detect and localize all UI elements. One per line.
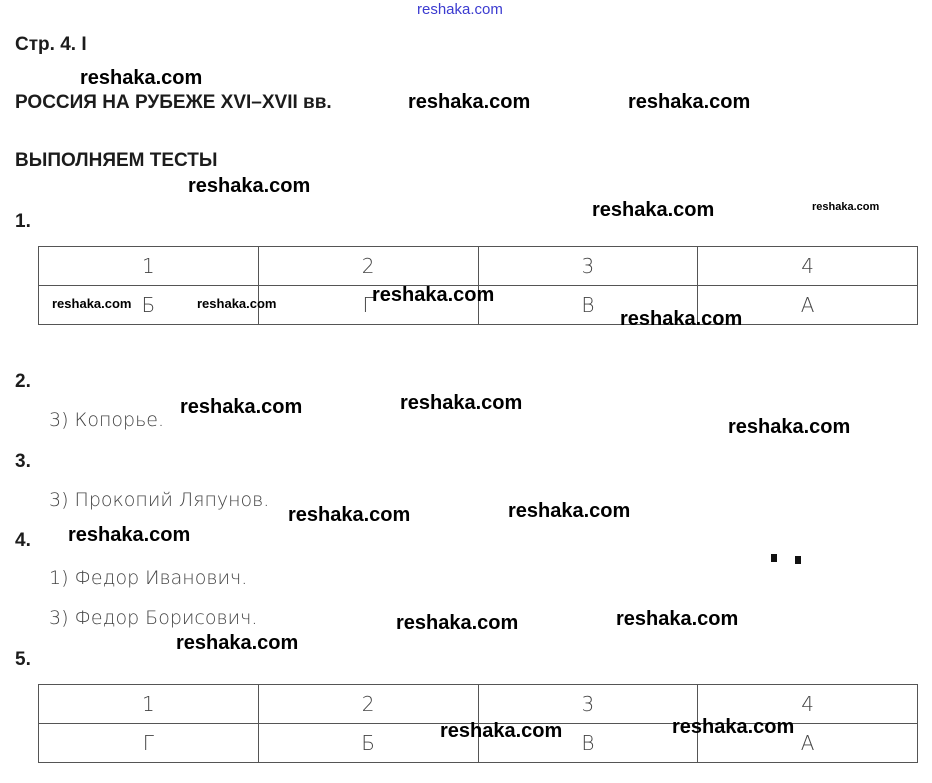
question-4-answer-2: 3) Федор Борисович. <box>49 607 258 629</box>
question-4-answer-1: 1) Федор Иванович. <box>49 567 248 589</box>
table-header-cell: 4 <box>698 685 918 724</box>
watermark: reshaka.com <box>68 524 191 546</box>
watermark: reshaka.com <box>672 716 795 738</box>
table-header-cell: 2 <box>258 247 478 286</box>
watermark: reshaka.com <box>728 416 851 438</box>
table-row <box>39 247 918 286</box>
question-1-number: 1. <box>15 211 31 232</box>
watermark: reshaka.com <box>80 67 203 89</box>
watermark: reshaka.com <box>197 296 277 311</box>
watermark: reshaka.com <box>620 308 743 330</box>
table-cell: Б <box>258 724 478 763</box>
watermark: reshaka.com <box>372 284 495 306</box>
watermark: reshaka.com <box>812 201 880 213</box>
watermark: reshaka.com <box>440 720 563 742</box>
question-5-number: 5. <box>15 649 31 670</box>
watermark: reshaka.com <box>176 632 299 654</box>
table-header-cell: 2 <box>258 685 478 724</box>
stray-mark <box>771 554 777 562</box>
table-cell: А <box>698 724 918 763</box>
watermark: reshaka.com <box>408 91 531 113</box>
question-2-number: 2. <box>15 371 31 392</box>
section-title: ВЫПОЛНЯЕМ ТЕСТЫ <box>15 150 218 171</box>
question-3-answer: 3) Прокопий Ляпунов. <box>49 489 270 511</box>
stray-mark <box>795 556 801 564</box>
watermark: reshaka.com <box>508 500 631 522</box>
watermark-top: reshaka.com <box>417 1 503 18</box>
watermark: reshaka.com <box>396 612 519 634</box>
table-cell: Г <box>258 286 478 325</box>
table-header-cell: 4 <box>698 247 918 286</box>
question-2-answer: 3) Копорье. <box>49 409 165 431</box>
watermark: reshaka.com <box>188 175 311 197</box>
table-cell: Б <box>39 286 259 325</box>
question-4-number: 4. <box>15 530 31 551</box>
table-header-cell: 1 <box>39 247 259 286</box>
table-cell: А <box>698 286 918 325</box>
watermark: reshaka.com <box>592 199 715 221</box>
watermark: reshaka.com <box>400 392 523 414</box>
question-3-number: 3. <box>15 451 31 472</box>
table-header-cell: 3 <box>478 685 698 724</box>
table-cell: В <box>478 286 698 325</box>
watermark: reshaka.com <box>180 396 303 418</box>
watermark: reshaka.com <box>52 296 132 311</box>
page-reference: Стр. 4. І <box>15 34 87 55</box>
table-cell: Г <box>39 724 259 763</box>
watermark: reshaka.com <box>628 91 751 113</box>
table-header-cell: 1 <box>39 685 259 724</box>
watermark: reshaka.com <box>616 608 739 630</box>
chapter-title: РОССИЯ НА РУБЕЖЕ XVI–XVII вв. <box>15 92 332 113</box>
table-cell: В <box>478 724 698 763</box>
watermark: reshaka.com <box>288 504 411 526</box>
table-header-cell: 3 <box>478 247 698 286</box>
